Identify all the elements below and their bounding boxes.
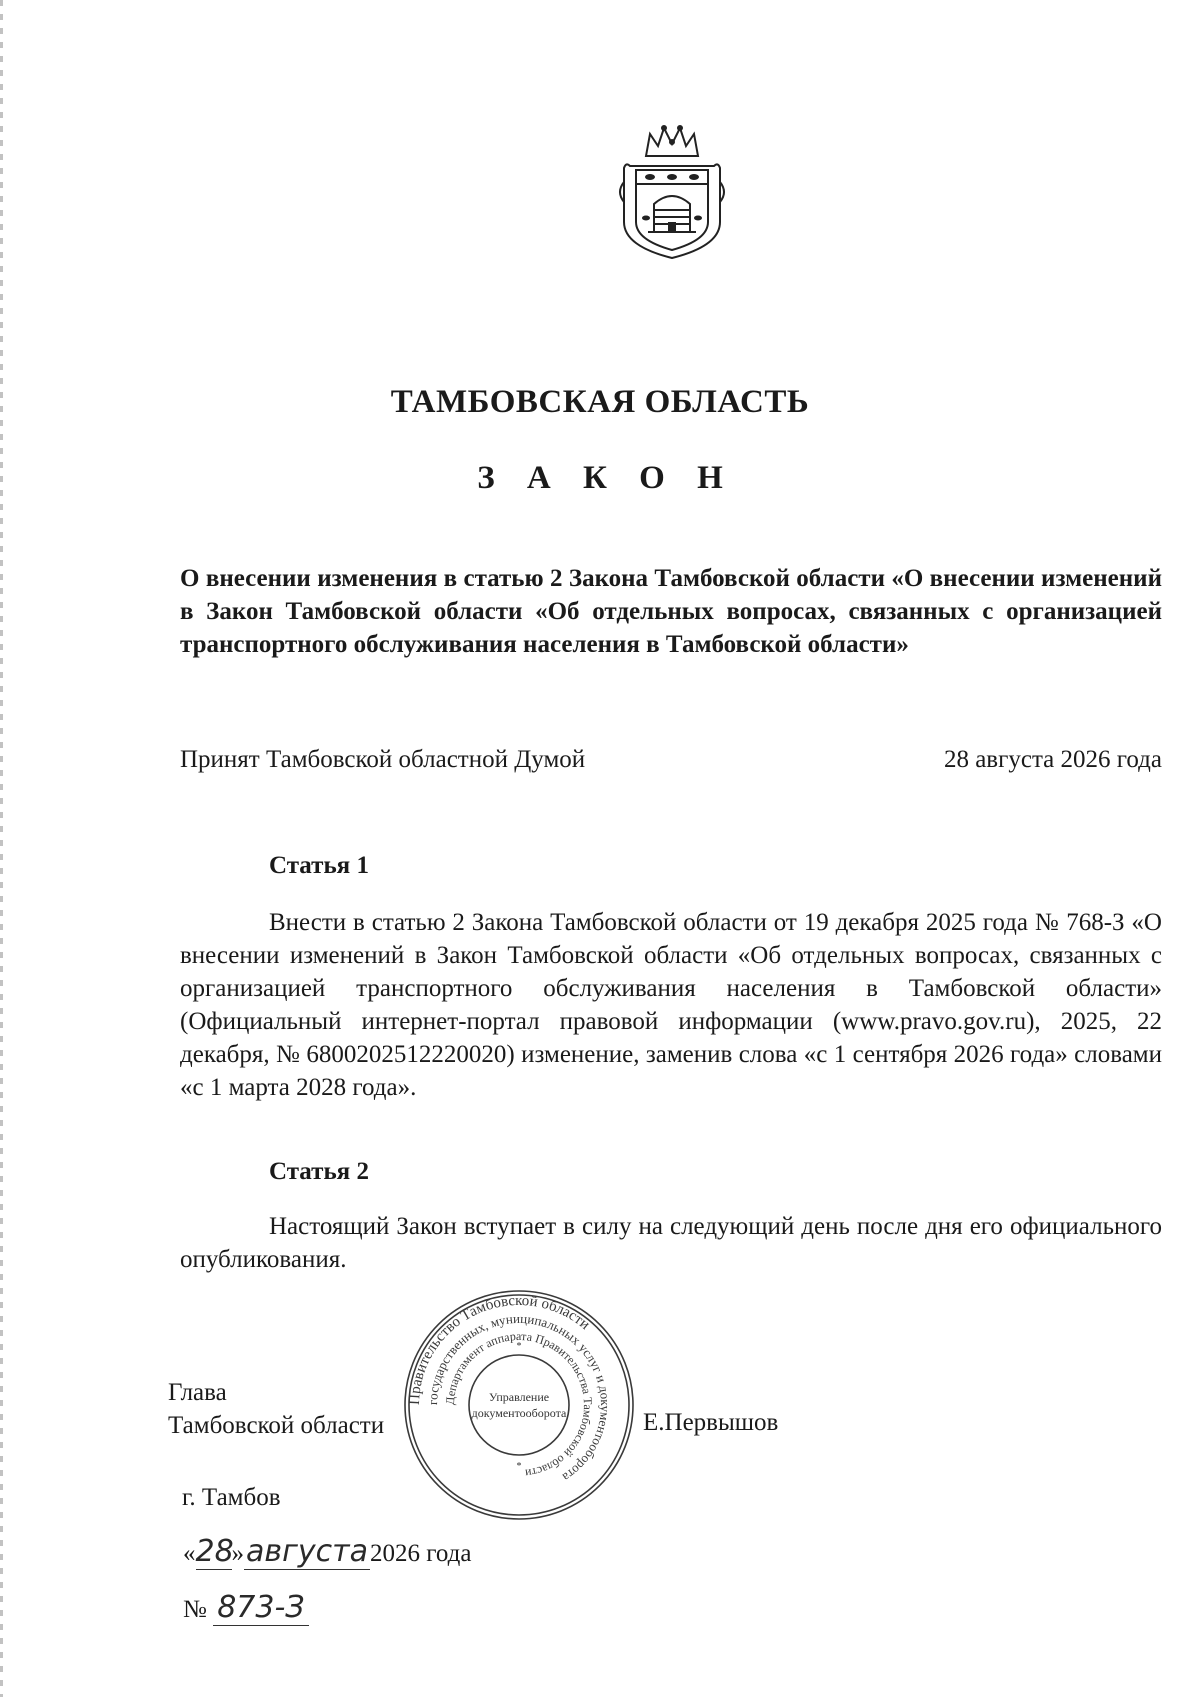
stamp-inner-text: Департамент аппарата Правительства Тамбовской области [442,1328,596,1481]
number-value-handwritten: 873-З [213,1590,309,1626]
signatory-name: Е.Первышов [643,1409,779,1436]
document-type-title: З А К О Н [477,460,735,496]
article-2-text: Настоящий Закон вступает в силу на следующий день после дня его официального опубликования. [180,1213,1162,1273]
scan-edge-artifact [0,0,3,1697]
coat-of-arms-emblem [616,122,728,262]
signing-date [183,1534,471,1570]
region-title: ТАМБОВСКАЯ ОБЛАСТЬ [390,384,810,420]
signatory-position [168,1376,384,1442]
article-1-text: Внести в статью 2 Закона Тамбовской области от 19 декабря 2025 года № 768-З «О внесении изменений в Закон Тамбовской области «Об отдельных вопросах, связанных с организацией транспортного обслуживания населения в Тамбовской области» (Официальный интернет-портал правовой информации (www.pravo.gov.ru), 2025, 22 декабря, № 6800202512220020) изменение, заменив слова «с 1 сентября 2026 года» словами «с 1 марта 2028 года». [180,909,1162,1101]
number-prefix: № [183,1596,207,1623]
article-2-title: Статья 2 [269,1158,369,1185]
adoption-line [180,746,1162,774]
date-day-handwritten: 28 [195,1534,234,1569]
law-number [183,1590,309,1626]
stamp-outer-text: Правительство Тамбовской области [406,1292,593,1406]
adoption-date: 28 августа 2026 года [943,746,1162,773]
date-month-handwritten: августа [244,1534,370,1570]
law-subject: О внесении изменения в статью 2 Закона Тамбовской области «О внесении изменений в Закон Тамбовской области «Об отдельных вопросах, связанных с организацией транспортного обслуживания населения в Тамбовской области» [180,565,1162,658]
place-of-signing: г. Тамбов [182,1484,281,1511]
signatory-position-line1: Глава [168,1379,227,1406]
date-close-quote: » [231,1540,244,1567]
article-1-title: Статья 1 [269,852,369,879]
official-seal-stamp [401,1287,637,1523]
svg-text:*: * [516,1341,522,1352]
stamp-center-line2: документооборота [471,1406,567,1420]
svg-text:*: * [516,1461,522,1472]
adopted-by: Принят Тамбовской областной Думой [180,746,586,773]
stamp-middle-text: государственных, муниципальных услуг и документооборота [424,1310,614,1486]
stamp-center-line1: Управление [488,1390,550,1404]
date-open-quote: « [183,1540,196,1567]
signatory-position-line2: Тамбовской области [168,1412,385,1439]
date-year: 2026 года [370,1540,472,1567]
